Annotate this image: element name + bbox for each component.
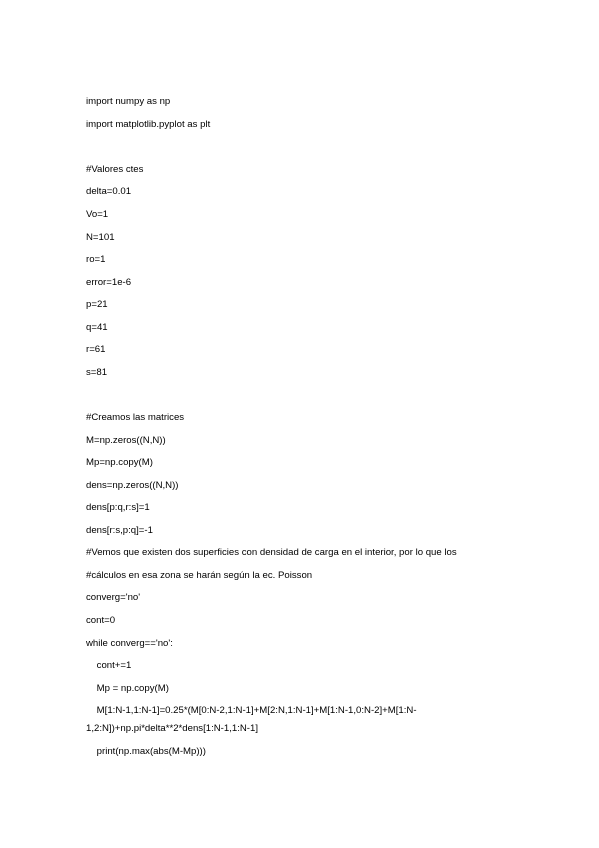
- code-line: import matplotlib.pyplot as plt: [86, 119, 211, 130]
- code-line: Mp=np.copy(M): [86, 457, 153, 468]
- code-line: M[1:N-1,1:N-1]=0.25*(M[0:N-2,1:N-1]+M[2:N,1:N-1]+M[1:N-1,0:N-2]+M[1:N-: [86, 705, 417, 716]
- code-line: dens[r:s,p:q]=-1: [86, 525, 153, 536]
- code-line: ro=1: [86, 254, 106, 265]
- code-comment: #Vemos que existen dos superficies con densidad de carga en el interior, por lo que los: [86, 547, 457, 558]
- code-line: N=101: [86, 232, 115, 243]
- code-line: cont=0: [86, 615, 116, 626]
- code-line: print(np.max(abs(M-Mp))): [86, 746, 206, 757]
- code-comment: #cálculos en esa zona se harán según la ec. Poisson: [86, 570, 313, 581]
- code-line: r=61: [86, 344, 106, 355]
- code-comment: #Valores ctes: [86, 164, 144, 175]
- code-line: dens=np.zeros((N,N)): [86, 480, 179, 491]
- code-line: M=np.zeros((N,N)): [86, 435, 166, 446]
- code-line: p=21: [86, 299, 108, 310]
- code-line: s=81: [86, 367, 108, 378]
- code-line: import numpy as np: [86, 96, 171, 107]
- code-line: dens[p:q,r:s]=1: [86, 502, 150, 513]
- code-line: delta=0.01: [86, 186, 132, 197]
- code-line: Mp = np.copy(M): [86, 683, 169, 694]
- code-line-continuation: 1,2:N])+np.pi*delta**2*dens[1:N-1,1:N-1]: [86, 723, 258, 734]
- code-comment: #Creamos las matrices: [86, 412, 185, 423]
- code-line: Vo=1: [86, 209, 109, 220]
- code-line: cont+=1: [86, 660, 132, 671]
- code-line: q=41: [86, 322, 108, 333]
- code-line: error=1e-6: [86, 277, 132, 288]
- code-line: while converg=='no':: [86, 638, 173, 649]
- code-line: converg='no': [86, 592, 141, 603]
